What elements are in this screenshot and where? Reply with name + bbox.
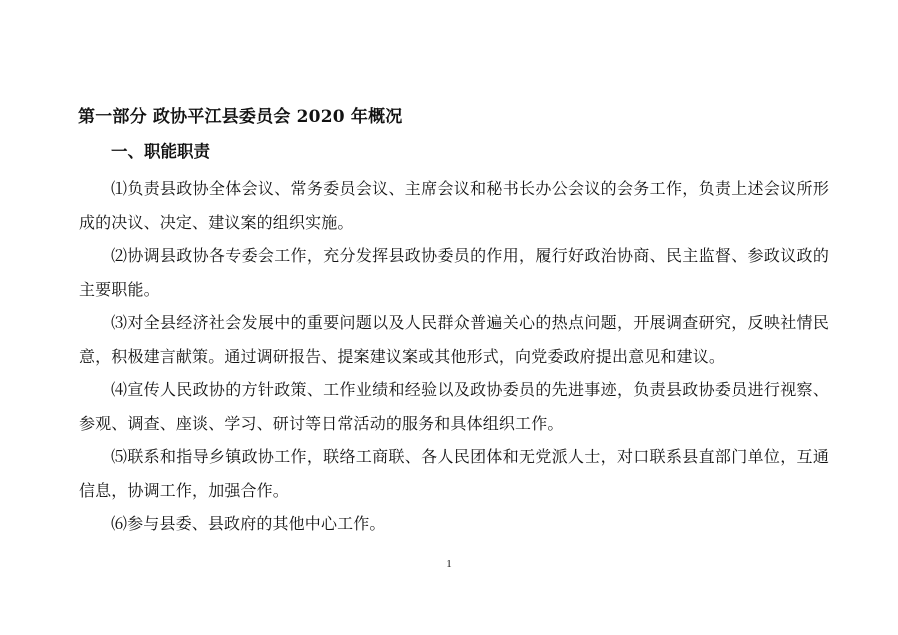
duty-paragraph-6: ⑹参与县委、县政府的其他中心工作。	[111, 514, 386, 533]
part-title: 第一部分 政协平江县委员会 2020 年概况	[78, 107, 403, 127]
section-heading: 一、职能职责	[111, 142, 210, 161]
duty-paragraph-1: ⑴负责县政协全体会议、常务委员会议、主席会议和秘书长办公会议的会务工作，负责上述会议所形成的决议、决定、建议案的组织实施。	[79, 179, 829, 232]
duty-paragraph-2: ⑵协调县政协各专委会工作，充分发挥县政协委员的作用，履行好政治协商、民主监督、参政议政的主要职能。	[79, 246, 829, 299]
duty-paragraph-4: ⑷宣传人民政协的方针政策、工作业绩和经验以及政协委员的先进事迹，负责县政协委员进行视察、参观、调查、座谈、学习、研讨等日常活动的服务和具体组织工作。	[79, 380, 829, 433]
duty-paragraph-5: ⑸联系和指导乡镇政协工作，联络工商联、各人民团体和无党派人士，对口联系县直部门单位，互通信息，协调工作，加强合作。	[79, 447, 829, 500]
duty-list	[79, 172, 829, 541]
duty-paragraph-3: ⑶对全县经济社会发展中的重要问题以及人民群众普遍关心的热点问题，开展调查研究，反映社情民意，积极建言献策。通过调研报告、提案建议案或其他形式，向党委政府提出意见和建议。	[79, 313, 829, 366]
page-number: 1	[446, 558, 452, 570]
